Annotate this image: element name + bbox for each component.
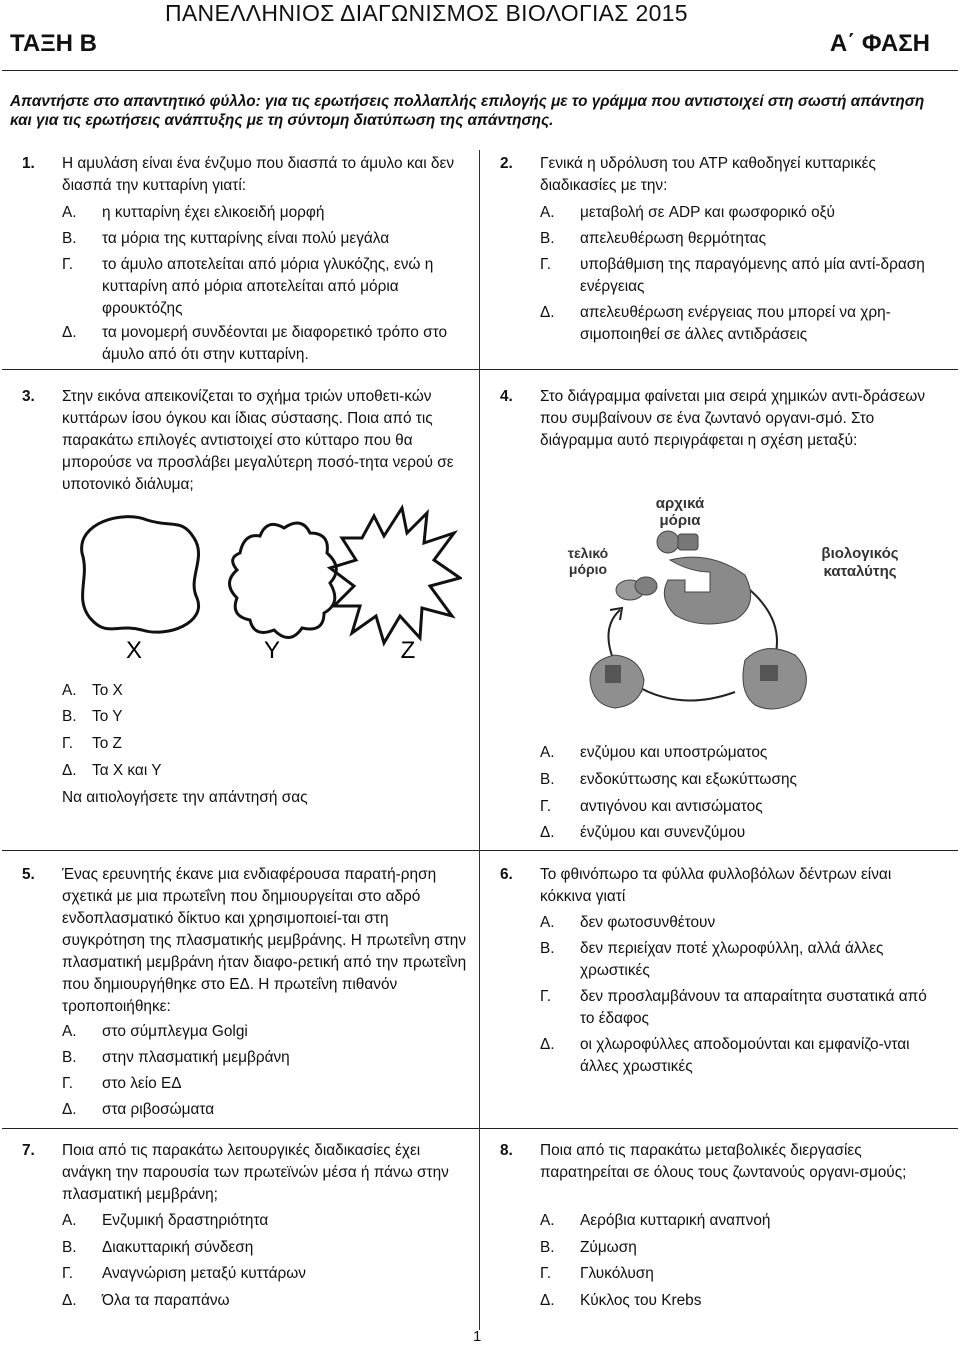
label-initial-molecules-2: μόρια [659,512,701,529]
option-letter: Γ. [62,1075,74,1092]
figure-label-y: Y [263,637,281,664]
question-text: Ποια από τις παρακάτω λειτουργικές διαδικασίες έχει ανάγκη την παρουσία των πρωτεϊνών μέσα ή πάνω στην πλασματική μεμβράνη; [62,1142,449,1203]
question-text: Το φθινόπωρο τα φύλλα φυλλοβόλων δέντρων είναι κόκκινα γιατί [540,866,892,905]
label-catalyst-2: καταλύτης [823,563,897,580]
enzyme-cycle-diagram [560,480,900,720]
option-letter: Α. [540,914,555,931]
option-text: Αναγνώριση μεταξύ κυττάρων [102,1265,306,1282]
option-text: Τα Χ και Υ [92,762,162,779]
option-letter: Β. [540,940,555,957]
justification-note: Να αιτιολογήσετε την απάντησή σας [62,789,308,806]
option-letter: Γ. [540,1265,552,1282]
label-final-molecule: τελικό [567,545,609,561]
option-letter: Β. [62,1239,77,1256]
option-text: Αερόβια κυτταρική αναπνοή [580,1212,771,1229]
exam-title: ΠΑΝΕΛΛΗΝΙΟΣ ΔΙΑΓΩΝΙΣΜΟΣ ΒΙΟΛΟΓΙΑΣ 2015 [165,0,688,26]
question-text: Ποια από τις παρακάτω μεταβολικές διεργασίες παρατηρείται σε όλους τους ζωντανούς οργανι-σμούς; [540,1142,907,1181]
option-letter: Δ. [62,1101,77,1118]
option-letter: Β. [540,230,555,247]
option-letter: Α. [62,204,77,221]
label-catalyst: βιολογικός [821,545,899,562]
row-divider-3 [2,1128,958,1129]
option-text: απελευθέρωση ενέργειας που μπορεί να χρη-σιμοποιηθεί σε άλλες αντιδράσεις [580,304,891,343]
cell-z-shape [330,508,460,643]
label-final-molecule-2: μόριο [568,561,608,577]
question-text: Γενικά η υδρόλυση του ATP καθοδηγεί κυτταρικές διαδικασίες με την: [540,155,876,194]
option-letter: Β. [62,1049,77,1066]
option-text: τα μονομερή συνδέονται με διαφορετικό τρόπο στο άμυλο από ότι στην κυτταρίνη. [102,324,448,363]
option-text: η κυτταρίνη έχει ελικοειδή μορφή [102,204,325,221]
question-number: 8. [500,1142,513,1159]
option-letter: Γ. [62,735,74,752]
option-text: Διακυτταρική σύνδεση [102,1239,254,1256]
option-text: Ζύμωση [580,1239,637,1256]
option-letter: Α. [62,682,77,699]
option-text: τα μόρια της κυτταρίνης είναι πολύ μεγάλα [102,230,390,247]
option-letter: Δ. [540,304,555,321]
figure-label-z: Z [400,637,416,664]
option-text: απελευθέρωση θερμότητας [580,230,767,247]
figure-label-x: X [125,637,143,664]
option-text: στο σύμπλεγμα Golgi [102,1023,248,1040]
option-letter: Δ. [540,824,555,841]
cell-y-shape [230,523,337,637]
question-text: Η αμυλάση είναι ένα ένζυμο που διασπά το άμυλο και δεν διασπά την κυτταρίνη γιατί: [62,155,455,194]
option-text: υποβάθμιση της παραγόμενης από μία αντί-δραση ενέργειας [580,256,925,295]
option-letter: Α. [62,1023,77,1040]
option-text: οι χλωροφύλλες αποδομούνται και εμφανίζο-νται άλλες χρωστικές [580,1036,910,1075]
cell-shapes-figure [62,498,462,668]
cycle-arrow-bottom [635,685,735,701]
label-initial-molecules: αρχικά [655,495,705,512]
option-letter: Α. [62,1212,77,1229]
option-letter: Β. [62,708,77,725]
page-number: 1 [473,1328,482,1345]
option-text: Το Ζ [92,735,122,752]
option-text: δεν προσλαμβάνουν τα απαραίτητα συστατικά από το έδαφος [580,988,927,1027]
phase-label: Α΄ ΦΑΣΗ [829,30,930,57]
option-letter: Δ. [540,1292,555,1309]
option-text: Γλυκόλυση [580,1265,654,1282]
question-number: 7. [22,1142,35,1159]
instructions: Απαντήστε στο απαντητικό φύλλο: για τις ερωτήσεις πολλαπλής επιλογής με το γράμμα που αντιστοιχεί στη σωστή απάντηση και για τις ερωτήσεις ανάπτυξης με τη σύντομη διατύπωση της απάντησης. [10,93,925,129]
option-text: ένζύμου και συνενζύμου [580,824,746,841]
option-letter: Α. [540,1212,555,1229]
header-divider [2,70,958,71]
option-letter: Β. [62,230,77,247]
option-text: Ενζυμική δραστηριότητα [102,1212,269,1229]
option-text: Κύκλος του Krebs [580,1292,702,1309]
option-text: στο λείο ΕΔ [102,1075,182,1092]
cell-x-shape [82,517,199,632]
initial-molecule-2 [678,534,698,550]
option-text: το άμυλο αποτελείται από μόρια γλυκόζης, ενώ η κυτταρίνη από μόρια αποτελείται από μόρια φρουκτόζης [102,256,434,317]
option-letter: Β. [540,1239,555,1256]
question-text: Στο διάγραμμα φαίνεται μια σειρά χημικών αντι-δράσεων που συμβαίνουν σε ένα ζωντανό οργανι-σμό. Στο διάγραμμα αυτό περιγράφεται η σχέση μεταξύ: [540,388,926,449]
option-letter: Β. [540,771,555,788]
option-letter: Δ. [540,1036,555,1053]
column-divider [479,150,480,1330]
option-text: Το Χ [92,682,123,699]
option-letter: Γ. [540,988,552,1005]
option-letter: Γ. [540,798,552,815]
option-text: δεν φωτοσυνθέτουν [580,914,716,931]
question-number: 2. [500,155,513,172]
question-number: 5. [22,866,35,883]
option-letter: Γ. [540,256,552,273]
option-text: στα ριβοσώματα [102,1101,215,1118]
option-text: ενζύμου και υποστρώματος [580,744,768,761]
option-letter: Γ. [62,256,74,273]
question-number: 4. [500,388,513,405]
option-text: Το Υ [92,708,123,725]
initial-molecule-1 [657,531,679,553]
question-number: 3. [22,388,35,405]
option-text: Όλα τα παραπάνω [102,1292,230,1309]
option-letter: Δ. [62,324,77,341]
question-number: 1. [22,155,35,172]
row-divider-1 [2,369,958,370]
option-letter: Δ. [62,1292,77,1309]
option-letter: Γ. [62,1265,74,1282]
class-label: ΤΑΞΗ Β [10,30,97,57]
enzyme-top [664,557,750,624]
option-letter: Δ. [62,762,77,779]
option-text: στην πλασματική μεμβράνη [102,1049,290,1066]
question-number: 6. [500,866,513,883]
row-divider-2 [2,850,958,851]
option-letter: Α. [540,204,555,221]
question-text: Στην εικόνα απεικονίζεται το σχήμα τριών υποθετι-κών κυττάρων ίσου όγκου και ίδιας σύστασης. Ποια από τις παρακάτω επιλογές αντιστοιχεί στο κύτταρο που θα μπορούσε να προσλάβει μεγαλύτερη ποσό-τητα νερού σε υποτονικό διάλυμα; [62,388,454,493]
option-text: ενδοκύττωσης και εξωκύττωσης [580,771,797,788]
option-letter: Α. [540,744,555,761]
option-text: δεν περιείχαν ποτέ χλωροφύλλη, αλλά άλλες χρωστικές [580,940,884,979]
question-text: Ένας ερευνητής έκανε μια ενδιαφέρουσα παρατή-ρηση σχετικά με μια πρωτεΐνη που δημιουργείται στο αδρό ενδοπλασματικό δίκτυο και χρησιμοποιεί-ται στη συγκρότηση της πλασματικής μεμβράνης. Η πρωτεΐνη στην πλασματική μεμβράνη ήταν διαφο-ρετική από την πρωτεΐνη που δημιουργήθηκε στο ΕΔ. Η πρωτεΐνη πιθανόν τροποποιήθηκε: [62,866,467,1015]
option-text: αντιγόνου και αντισώματος [580,798,763,815]
option-text: μεταβολή σε ADP και φωσφορικό οξύ [580,204,835,221]
